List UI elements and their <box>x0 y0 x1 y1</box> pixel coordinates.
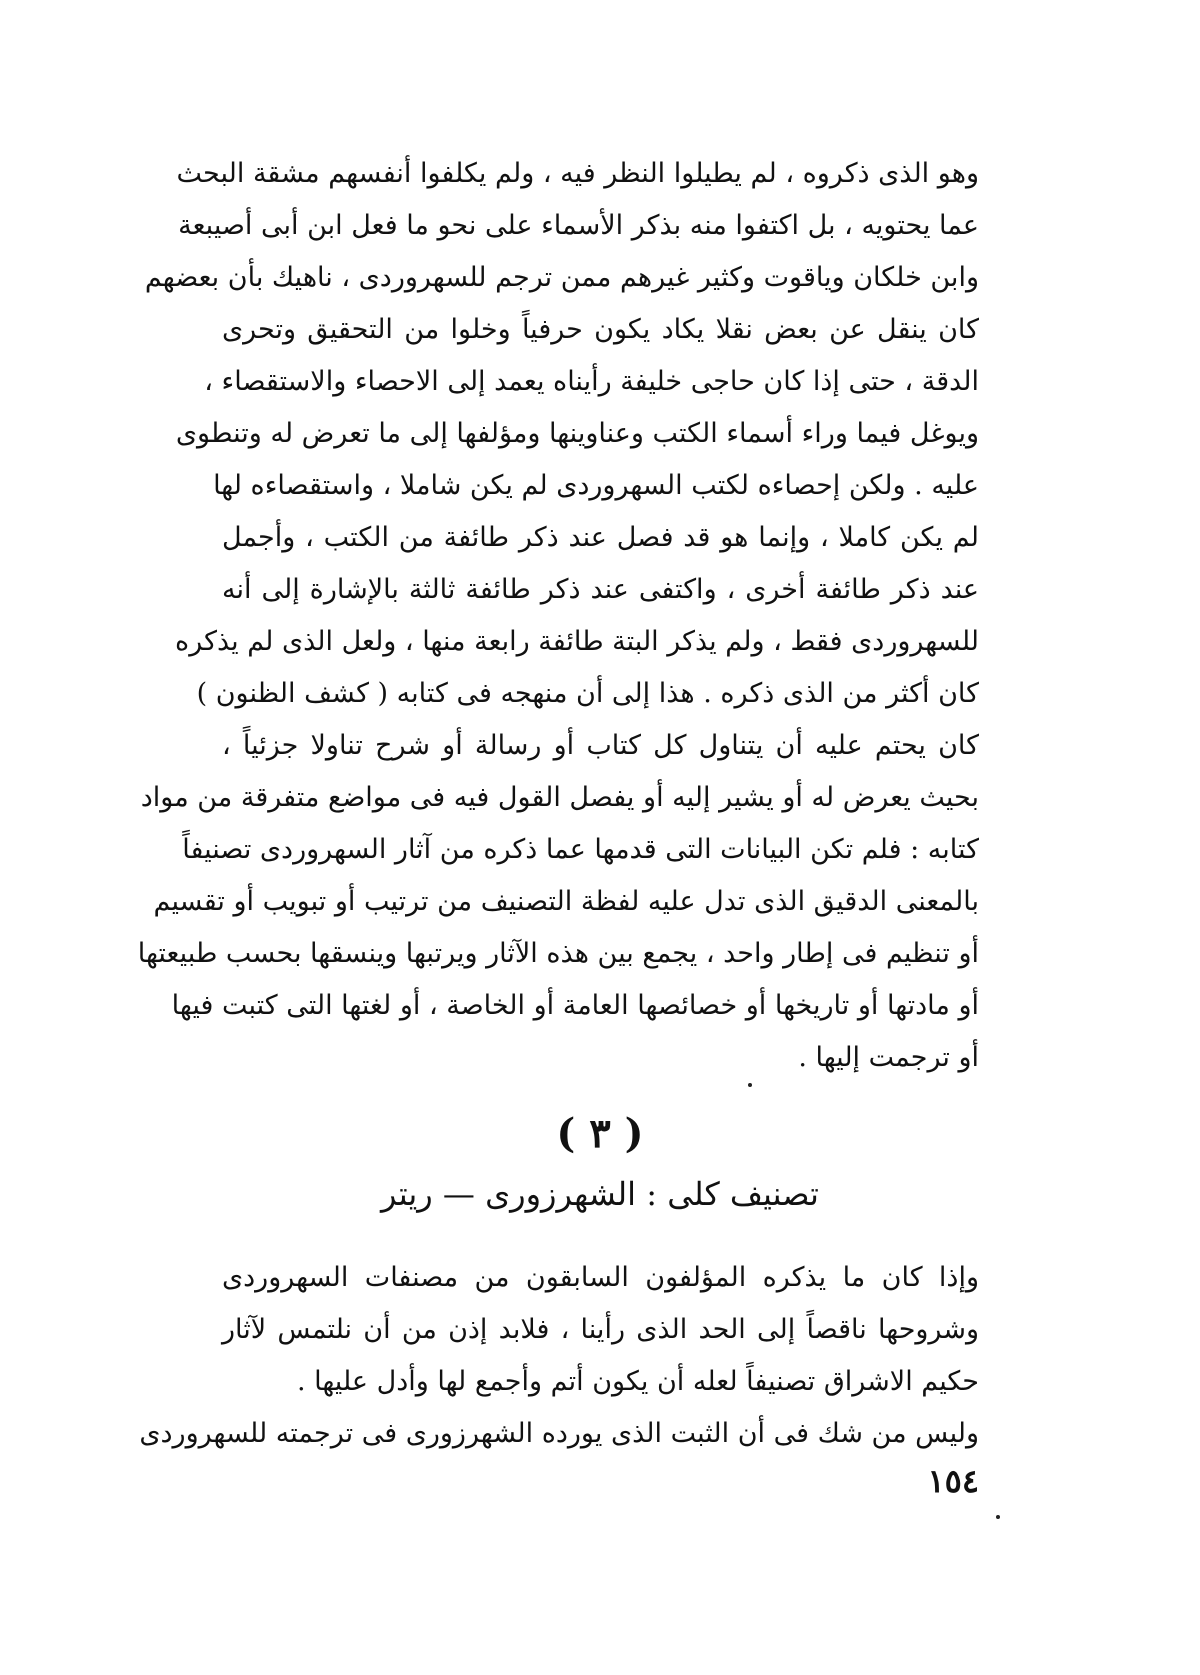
section-number: ( ٣ ) <box>556 1110 644 1157</box>
ink-speck <box>748 1083 752 1087</box>
text-line: ويوغل فيما وراء أسماء الكتب وعناوينها ومؤلفها إلى ما تعرض له وتنطوى <box>175 418 979 449</box>
text-line: وهو الذى ذكروه ، لم يطيلوا النظر فيه ، ولم يكلفوا أنفسهم مشقة البحث <box>176 158 979 189</box>
text-line: عند ذكر طائفة أخرى ، واكتفى عند ذكر طائفة ثالثة بالإشارة إلى أنه <box>222 574 979 605</box>
text-line: كان يحتم عليه أن يتناول كل كتاب أو رسالة أو شرح تناولا جزئياً ، <box>222 730 979 761</box>
text-line: كان أكثر من الذى ذكره . هذا إلى أن منهجه فى كتابه ( كشف الظنون ) <box>196 678 979 709</box>
text-line: كان ينقل عن بعض نقلا يكاد يكون حرفياً وخلوا من التحقيق وتحرى <box>222 314 979 345</box>
page-number: ١٥٤ <box>927 1462 979 1500</box>
text-line: بالمعنى الدقيق الذى تدل عليه لفظة التصنيف من ترتيب أو تبويب أو تقسيم <box>153 886 979 917</box>
ink-speck <box>996 1515 1000 1519</box>
text-line: بحيث يعرض له أو يشير إليه أو يفصل القول فيه فى مواضع متفرقة من مواد <box>140 782 979 813</box>
text-line: أو مادتها أو تاريخها أو خصائصها العامة أو الخاصة ، أو لغتها التى كتبت فيها <box>171 990 979 1021</box>
paragraph-1 <box>137 148 979 1084</box>
text-line: وابن خلكان وياقوت وكثير غيرهم ممن ترجم للسهروردى ، ناهيك بأن بعضهم <box>144 262 979 293</box>
text-line: للسهروردى فقط ، ولم يذكر البتة طائفة رابعة منها ، ولعل الذى لم يذكره <box>175 626 979 657</box>
text-line: لم يكن كاملا ، وإنما هو قد فصل عند ذكر طائفة من الكتب ، وأجمل <box>222 522 979 553</box>
text-line: عما يحتويه ، بل اكتفوا منه بذكر الأسماء على نحو ما فعل ابن أبى أصيبعة <box>178 210 979 241</box>
paragraph-2 <box>139 1252 979 1460</box>
text-line: الدقة ، حتى إذا كان حاجى خليفة رأيناه يعمد إلى الاحصاء والاستقصاء ، <box>204 366 979 397</box>
text-line: أو ترجمت إليها . <box>798 1042 979 1073</box>
text-line: عليه . ولكن إحصاءه لكتب السهروردى لم يكن شاملا ، واستقصاءه لها <box>213 470 979 501</box>
text-line: أو تنظيم فى إطار واحد ، يجمع بين هذه الآثار ويرتبها وينسقها بحسب طبيعتها <box>137 938 979 969</box>
text-line: وإذا كان ما يذكره المؤلفون السابقون من مصنفات السهروردى <box>222 1262 979 1293</box>
text-line: حكيم الاشراق تصنيفاً لعله أن يكون أتم وأجمع لها وأدل عليها . <box>296 1366 979 1397</box>
text-line: وشروحها ناقصاً إلى الحد الذى رأينا ، فلابد إذن من أن نلتمس لآثار <box>222 1314 979 1345</box>
text-line: كتابه : فلم تكن البيانات التى قدمها عما ذكره من آثار السهروردى تصنيفاً <box>182 834 979 865</box>
section-title: تصنيف كلى : الشهرزورى — ريتر <box>381 1175 819 1213</box>
text-line: وليس من شك فى أن الثبت الذى يورده الشهرزورى فى ترجمته للسهروردى <box>139 1418 979 1449</box>
